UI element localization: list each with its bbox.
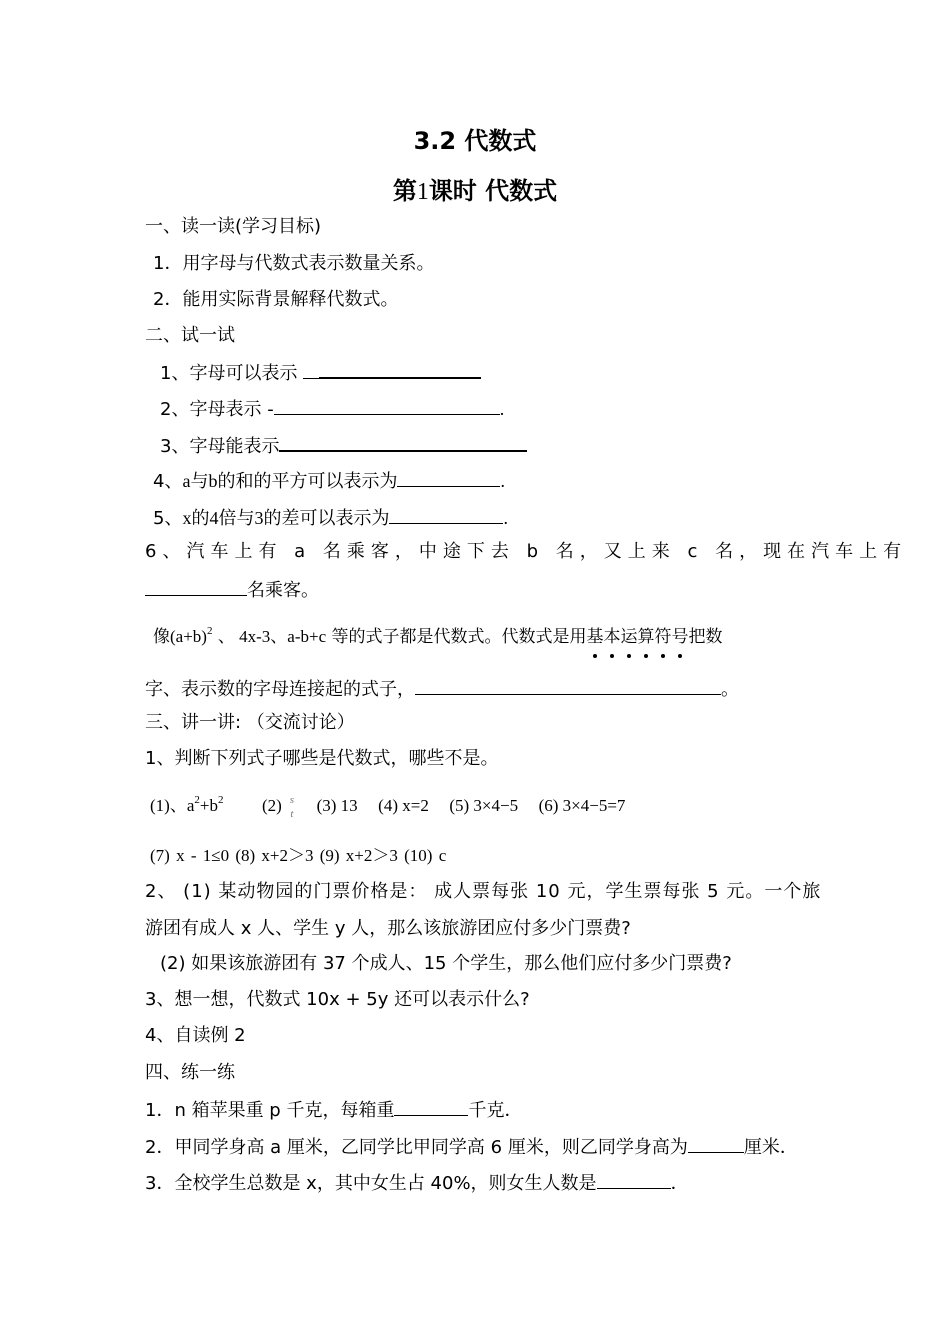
- exercise-3-end: ．: [670, 1173, 689, 1194]
- def2-end: 。: [721, 679, 739, 700]
- try-q2-blank[interactable]: [274, 396, 500, 415]
- subtitle-prefix: 第: [392, 177, 417, 205]
- exercise-1-blank[interactable]: [394, 1097, 468, 1116]
- def-expr-1: 像(a+b): [153, 627, 207, 646]
- expr-4: (4) x=2: [378, 795, 429, 815]
- try-q4-blank[interactable]: [397, 468, 500, 487]
- section2-heading: 二、试一试: [145, 325, 235, 346]
- emph-char-2: 本: [603, 627, 621, 647]
- goal-item-2: [153, 288, 398, 312]
- def-text: 等的式子都是代数式。代数式是用: [331, 627, 587, 647]
- var-a: a: [182, 471, 191, 491]
- text-times: 倍与: [218, 508, 255, 529]
- try-q6-text: 名乘客。: [247, 580, 319, 601]
- try-q2-dash: -: [267, 399, 274, 420]
- exercise-1: [145, 1097, 522, 1123]
- expr-1-b-exp: 2: [217, 793, 224, 806]
- expr-5: (5) 3×4−5: [449, 795, 519, 815]
- try-q5: 5、x的4倍与3的差可以表示为 .: [153, 505, 508, 531]
- try-q6-line1: 6、汽车上有 a 名乘客，中途下去 b 名，又上来 c 名，现在汽车上有: [145, 541, 908, 562]
- emph-char-6: 号: [671, 627, 689, 647]
- goal-2-text: 能用实际背景解释代数式。: [182, 289, 399, 310]
- lesson-subtitle: [0, 175, 950, 208]
- try-q5-num: 5、: [153, 508, 183, 529]
- try-q6-blank[interactable]: [145, 577, 247, 596]
- try-q1: [160, 359, 481, 386]
- exercise-2-text: 2．甲同学身高 a 厘米，乙同学比甲同学高 6 厘米，则乙同学身高为: [145, 1137, 688, 1158]
- expr-6: (6) 3×4−5=7: [538, 795, 626, 815]
- try-q4-text: 的和的平方可以表示为: [217, 471, 398, 492]
- exercise-2-unit: 厘米．: [743, 1137, 798, 1158]
- emph-char-4: 算: [637, 627, 655, 647]
- try-q3-text: 3、字母能表示: [160, 436, 280, 457]
- goal-1-num: 1．: [153, 253, 183, 274]
- try-q2-text: 2、字母表示: [160, 399, 262, 420]
- def-expr-1-exp: 2: [206, 625, 213, 637]
- emph-char-5: 符: [654, 627, 672, 647]
- expr-1-exp: 2: [194, 793, 200, 806]
- try-q1-blank[interactable]: [319, 359, 481, 379]
- expr-row-1: [150, 793, 625, 821]
- fraction-s-over-t: [290, 793, 294, 821]
- subtitle-digit: 1: [416, 179, 429, 205]
- expr-2: (2): [261, 795, 282, 815]
- discuss-q4: 4、自读例 2: [145, 1025, 246, 1046]
- exercise-3: [145, 1170, 689, 1196]
- exercise-1-unit: 千克．: [468, 1100, 523, 1121]
- discuss-q2-line1: 2、 (1) 某动物园的门票价格是： 成人票每张 10 元，学生票每张 5 元。一个旅: [145, 881, 822, 902]
- try-q4: 4、a与b的和的平方可以表示为 .: [153, 468, 505, 494]
- num-3: 3: [254, 508, 264, 528]
- try-q5-text: 的差可以表示为: [263, 508, 390, 529]
- page-title: 3.2 代数式: [413, 127, 537, 155]
- section4-heading: 四、练一练: [145, 1062, 235, 1083]
- frac-num: s: [289, 794, 295, 806]
- try-q3-blank[interactable]: [279, 432, 527, 452]
- expr-1: (1)、a: [150, 795, 195, 815]
- definition-blank[interactable]: [415, 676, 721, 695]
- discuss-q3: 3、想一想，代数式 10x + 5y 还可以表示什么?: [145, 989, 530, 1010]
- emph-char-1: 基: [586, 627, 604, 647]
- def2-text: 字、表示数的字母连接起的式子，: [145, 679, 415, 700]
- exercise-1-text: 1．n 箱苹果重 p 千克，每箱重: [145, 1100, 395, 1121]
- num-4: 4: [209, 508, 219, 528]
- try-q4-num: 4、: [153, 471, 183, 492]
- exercise-3-blank[interactable]: [597, 1170, 671, 1189]
- goal-2-num: 2．: [153, 289, 183, 310]
- discuss-q1: 1、判断下列式子哪些是代数式，哪些不是。: [145, 748, 499, 769]
- exercise-2-blank[interactable]: [688, 1134, 744, 1153]
- def-text-end: 把数: [688, 627, 723, 647]
- expr-row-2: (7) x - 1≤0 (8) x+2＞3 (9) x+2＞3 (10) c: [150, 846, 447, 865]
- expr-1-b: +b: [199, 795, 218, 815]
- goal-item-1: [153, 252, 434, 276]
- discuss-q2-line3: (2) 如果该旅游团有 37 个成人、15 个学生，那么他们应付多少门票费?: [160, 953, 732, 974]
- try-q3: [160, 432, 527, 459]
- text-of: 的: [191, 508, 210, 529]
- try-q5-blank[interactable]: [389, 505, 503, 524]
- emph-char-3: 运: [620, 627, 638, 647]
- frac-den: t: [290, 808, 294, 820]
- var-x: x: [182, 508, 192, 528]
- definition-line2: [145, 676, 739, 702]
- try-q6-line2: [145, 577, 319, 603]
- expr-3: (3) 13: [316, 795, 358, 815]
- try-q2: 2、字母表示 - .: [160, 396, 504, 422]
- try-q1-text: 1、字母可以表示: [160, 363, 298, 384]
- subtitle-rest: 课时 代数式: [428, 177, 558, 205]
- try-q1-lead-blank: [303, 360, 319, 379]
- exercise-2: [145, 1134, 798, 1160]
- section1-heading: 一、读一读(学习目标): [145, 216, 322, 237]
- goal-1-text: 用字母与代数式表示数量关系。: [182, 253, 435, 274]
- definition-paragraph: [153, 625, 723, 649]
- text-and: 与: [190, 471, 209, 492]
- section3-heading: 三、讲一讲: （交流讨论）: [145, 712, 355, 733]
- discuss-q2-line2: 游团有成人 x 人、学生 y 人，那么该旅游团应付多少门票费?: [145, 918, 631, 939]
- exercise-3-text: 3．全校学生总数是 x，其中女生占 40%，则女生人数是: [145, 1173, 597, 1194]
- var-b: b: [208, 471, 218, 491]
- def-expr-rest: 、 4x-3、a-b+c: [217, 627, 327, 646]
